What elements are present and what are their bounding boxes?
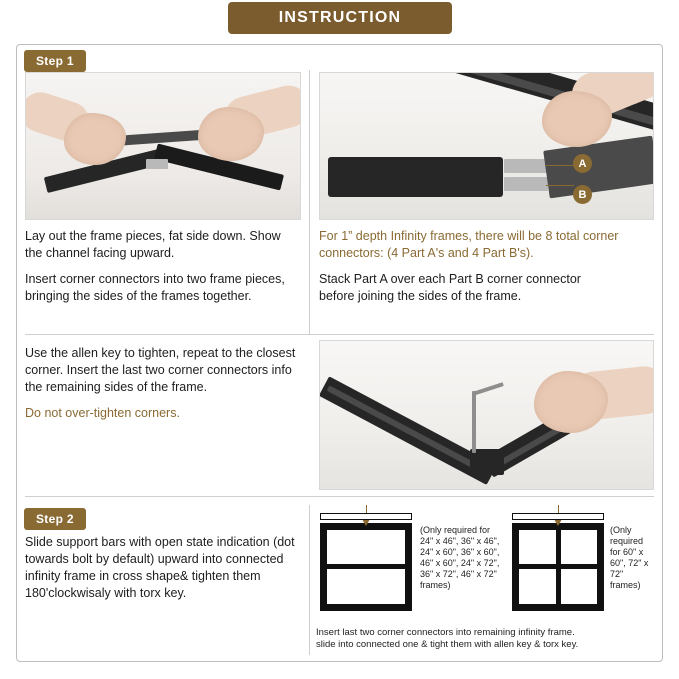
support-bar-horizontal: [327, 564, 405, 569]
frame-bottom-bar: [320, 604, 412, 611]
frame-rail-left: [328, 157, 503, 197]
diagram-frame-right: [512, 523, 604, 611]
leader-line-b: [546, 185, 574, 186]
divider-row2: [25, 496, 654, 497]
diagram-caption-line-1: Insert last two corner connectors into remaining infinity frame.: [316, 627, 575, 638]
support-bar-loose-left: [320, 513, 412, 520]
step2-text: [25, 534, 305, 602]
arrow-down-left: [362, 519, 370, 526]
diagram-note-left: (Only required for 24" x 46", 36" x 46", 24" x 60", 36" x 60", 46" x 60", 24" x 72", 36" x 72", 46" x 72" frames): [420, 525, 500, 590]
allen-key: [472, 391, 476, 453]
step2-paragraph-1: Slide support bars with open state indication (dot towards bolt by default) upward into connected infinity frame in cross shape& tighten them 180'clockwisaly with torx key.: [25, 535, 295, 600]
frame-right-bar: [597, 523, 604, 611]
callout-b: B: [573, 185, 592, 204]
divider-vertical-top: [309, 70, 310, 334]
row2-text: [25, 345, 305, 422]
page-title: INSTRUCTION: [278, 9, 402, 26]
photo-corner-connector-parts: [319, 72, 654, 220]
photo-layout-frame-pieces: [25, 72, 301, 220]
step1-left-text: [25, 228, 297, 305]
corner-connector: [146, 159, 168, 169]
step2-diagram: [316, 505, 654, 655]
diagram-frame-left: [320, 523, 412, 611]
diagram-note-right: (Only required for 60" x 60", 72" x 72" frames): [610, 525, 649, 590]
step1-right-text: [319, 228, 619, 305]
row2-paragraph-1: Use the allen key to tighten, repeat to the closest corner. Insert the last two corner connectors info the remaining sides of the frame.: [25, 346, 296, 394]
frame-bottom-bar: [512, 604, 604, 611]
instruction-banner: [228, 2, 452, 34]
divider-vertical-step2: [309, 505, 310, 655]
frame-right-bar: [405, 523, 412, 611]
step1-left-paragraph-1: Lay out the frame pieces, fat side down. Show the channel facing upward.: [25, 229, 281, 260]
support-bar-vertical: [556, 530, 561, 604]
step-2-badge: Step 2: [24, 508, 86, 530]
arrow-down-right: [554, 519, 562, 526]
frame-left-bar: [320, 523, 327, 611]
step1-right-paragraph-2: Stack Part A over each Part B corner connector before joining the sides of the frame.: [319, 272, 581, 303]
frame-left-bar: [512, 523, 519, 611]
step-1-badge: Step 1: [24, 50, 86, 72]
callout-a: A: [573, 154, 592, 173]
connector-part-b: [504, 177, 548, 191]
row2-warning: Do not over-tighten corners.: [25, 406, 180, 420]
diagram-caption-line-2: slide into connected one & tight them with allen key & torx key.: [316, 639, 579, 650]
step1-right-paragraph-1: For 1” depth Infinity frames, there will be 8 total corner connectors: (4 Part A's and 4 Part B's).: [319, 229, 619, 260]
divider-row1: [25, 334, 654, 335]
leader-line-a: [546, 165, 574, 166]
step1-left-paragraph-2: Insert corner connectors into two frame pieces, bringing the sides of the frames together.: [25, 272, 285, 303]
photo-tighten-with-allen-key: [319, 340, 654, 490]
support-bar-loose-right: [512, 513, 604, 520]
connector-part-a: [504, 159, 548, 173]
